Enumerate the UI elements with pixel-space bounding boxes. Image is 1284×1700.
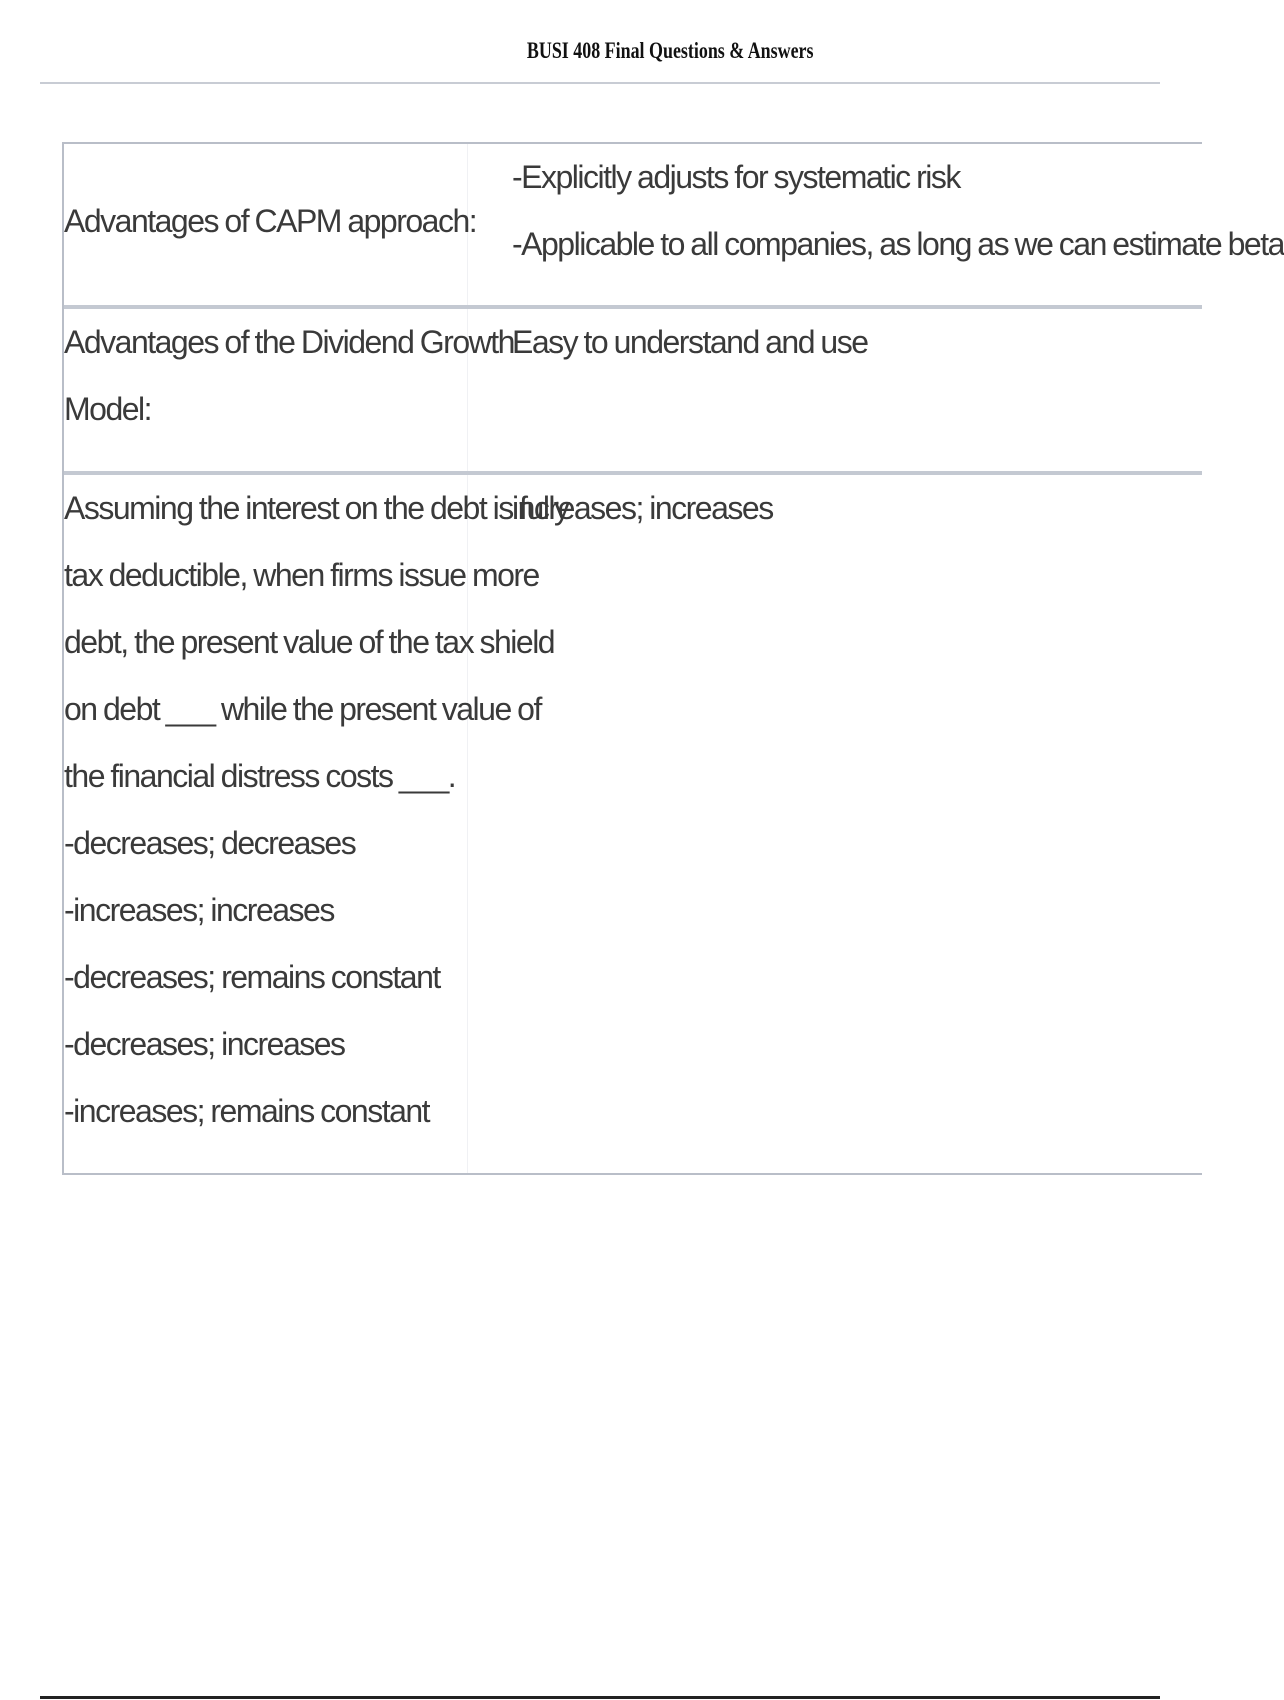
question-text: Advantages of CAPM approach: — [64, 203, 477, 239]
footer-divider — [40, 1696, 1160, 1699]
answer-option: -increases; increases — [64, 892, 334, 928]
answer-cell — [468, 144, 1284, 305]
question-cell — [64, 475, 569, 1173]
qa-row — [64, 144, 1284, 309]
question-cell — [64, 309, 514, 471]
qa-row — [64, 475, 1202, 1175]
question-text: tax deductible, when firms issue more — [64, 557, 539, 593]
answer-option: -increases; remains constant — [64, 1093, 430, 1129]
question-text: Model: — [64, 391, 152, 427]
qa-row — [64, 309, 1202, 475]
question-cell — [64, 144, 477, 305]
answer-text: -Explicitly adjusts for systematic risk — [512, 159, 960, 195]
page-header — [40, 0, 1160, 84]
answer-option: -decreases; remains constant — [64, 959, 440, 995]
document-title: BUSI 408 Final Questions & Answers — [526, 38, 814, 63]
question-text: Advantages of the Dividend Growth — [64, 324, 514, 360]
answer-option: -decreases; increases — [64, 1026, 345, 1062]
answer-cell — [468, 309, 1202, 471]
qa-table — [62, 142, 1284, 1175]
answer-option: -decreases; decreases — [64, 825, 356, 861]
answer-text: Easy to understand and use — [512, 324, 868, 360]
question-text: on debt ___ while the present value of — [64, 691, 541, 727]
question-text: debt, the present value of the tax shield — [64, 624, 555, 660]
answer-text: increases; increases — [512, 490, 773, 526]
question-text: the financial distress costs ___. — [64, 758, 456, 794]
answer-cell — [468, 475, 1202, 1173]
question-text: Assuming the interest on the debt is fully — [64, 490, 569, 526]
answer-text: -Applicable to all companies, as long as we can estimate beta — [512, 226, 1284, 262]
